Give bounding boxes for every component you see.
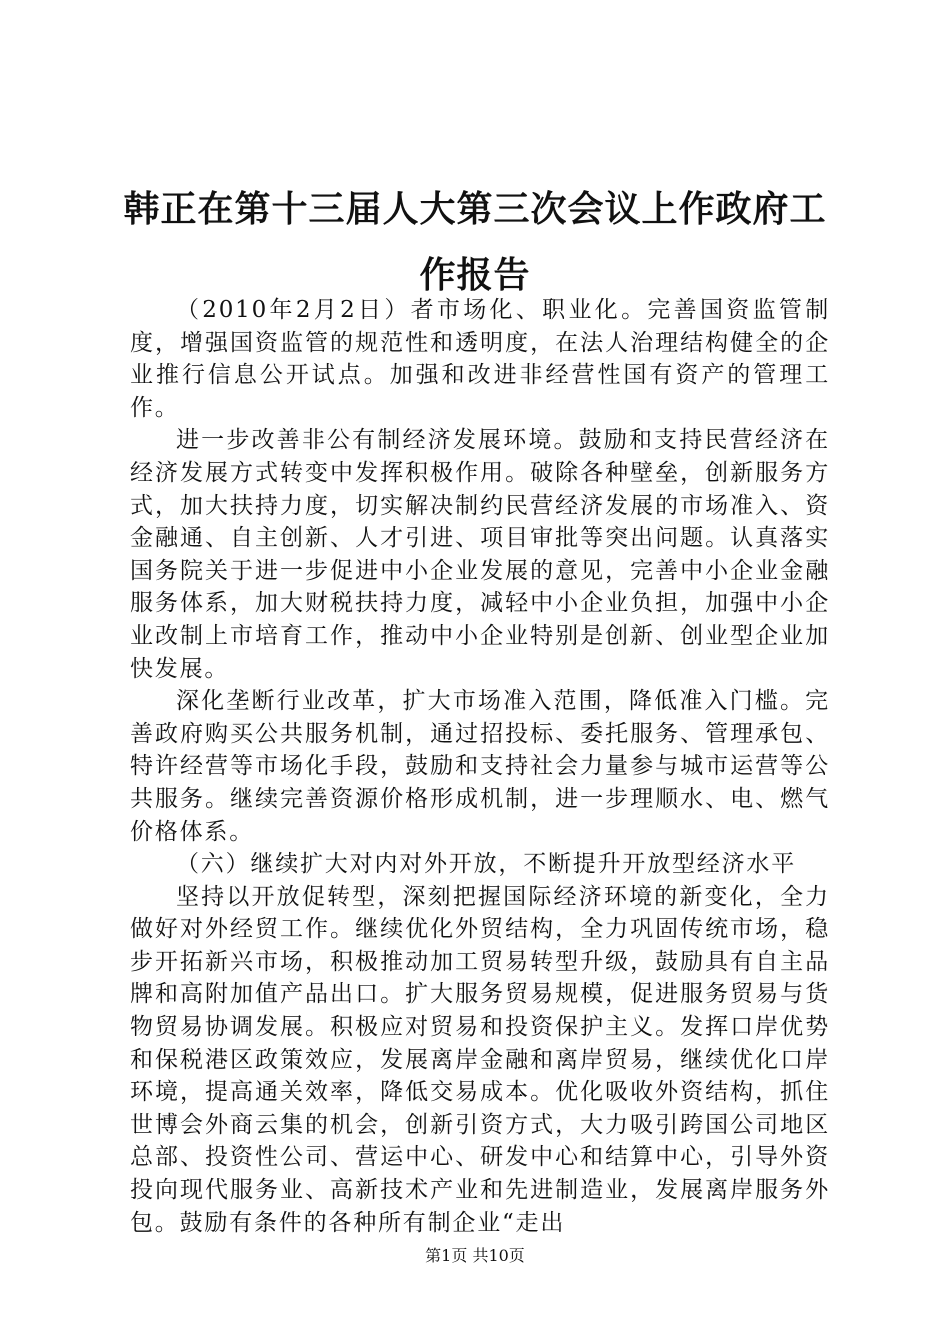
section-heading: （六）继续扩大对内对外开放，不断提升开放型经济水平 — [176, 851, 796, 878]
document-body — [130, 294, 830, 1239]
page-indicator: 第1页 共10页 — [425, 1246, 525, 1265]
paragraph: 深化垄断行业改革，扩大市场准入范围，降低准入门槛。完善政府购买公共服务机制，通过招投标、委托服务、管理承包、特许经营等市场化手段，鼓励和支持社会力量参与城市运营等公共服务。继续完善资源价格形成机制，进一步理顺水、电、燃气价格体系。 — [130, 688, 830, 845]
paragraph: 坚持以开放促转型，深刻把握国际经济环境的新变化，全力做好对外经贸工作。继续优化外贸结构，全力巩固传统市场，稳步开拓新兴市场，积极推动加工贸易转型升级，鼓励具有自主品牌和高附加值产品出口。扩大服务贸易规模，促进服务贸易与货物贸易协调发展。积极应对贸易和投资保护主义。发挥口岸优势和保税港区政策效应，发展离岸金融和离岸贸易，继续优化口岸环境，提高通关效率，降低交易成本。优化吸收外资结构，抓住世博会外商云集的机会，创新引资方式，大力吸引跨国公司地区总部、投资性公司、营运中心、研发中心和结算中心，引导外资投向现代服务业、高新技术产业和先进制造业，发展离岸服务外包。鼓励有条件的各种所有制企业“走出 — [130, 883, 830, 1236]
paragraph: （2010年2月2日）者市场化、职业化。完善国资监管制度，增强国资监管的规范性和透明度，在法人治理结构健全的企业推行信息公开试点。加强和改进非经营性国有资产的管理工作。 — [130, 297, 830, 421]
page-footer — [0, 1245, 950, 1267]
document-title: 韩正在第十三届人大第三次会议上作政府工作报告 — [123, 188, 827, 296]
paragraph: 进一步改善非公有制经济发展环境。鼓励和支持民营经济在经济发展方式转变中发挥积极作用。破除各种壁垒，创新服务方式，加大扶持力度，切实解决制约民营经济发展的市场准入、资金融通、自主创新、人才引进、项目审批等突出问题。认真落实国务院关于进一步促进中小企业发展的意见，完善中小企业金融服务体系，加大财税扶持力度，减轻中小企业负担，加强中小企业改制上市培育工作，推动中小企业特别是创新、创业型企业加快发展。 — [130, 427, 830, 682]
